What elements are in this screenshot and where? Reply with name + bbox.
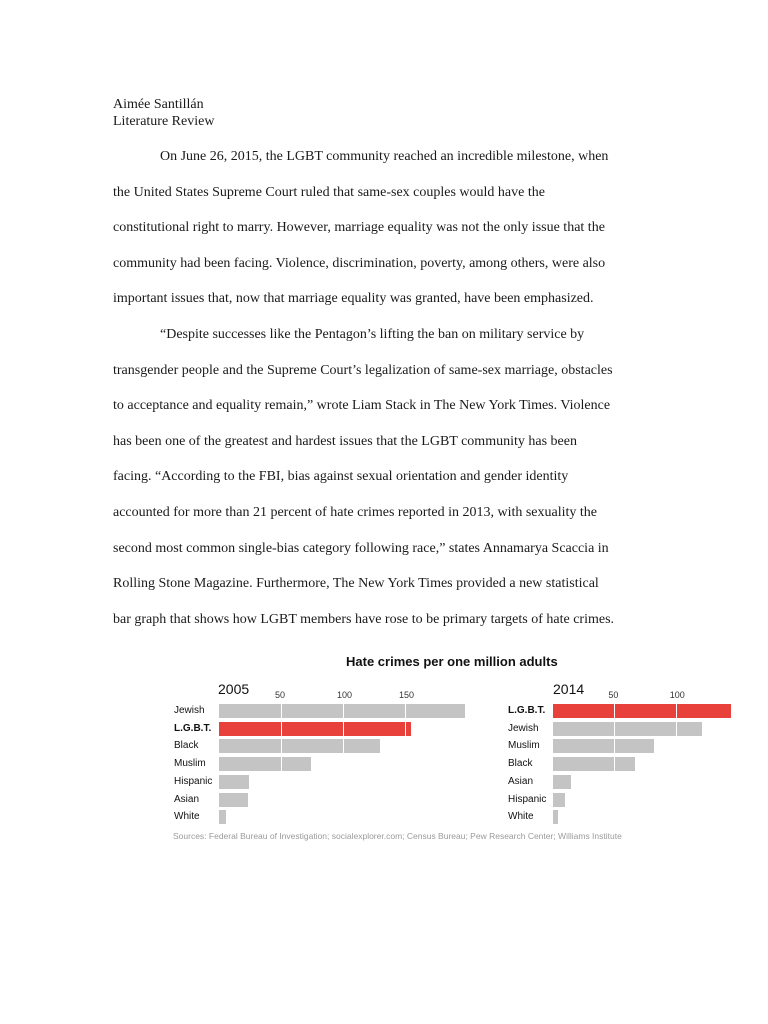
- bar-black: [219, 739, 380, 753]
- category-label: Black: [508, 758, 533, 770]
- category-label: Asian: [174, 793, 200, 805]
- category-label: Hispanic: [508, 793, 547, 805]
- document-type: Literature Review: [113, 114, 215, 129]
- category-label: Muslim: [508, 740, 540, 752]
- paragraph-line: accounted for more than 21 percent of hate crimes reported in 2013, with sexuality the: [113, 505, 597, 520]
- paragraph-line: the United States Supreme Court ruled that same-sex couples would have the: [113, 185, 545, 200]
- gridline: [343, 704, 344, 828]
- category-label: Asian: [508, 775, 534, 787]
- chart-title: Hate crimes per one million adults: [346, 654, 558, 669]
- gridline: [614, 704, 615, 828]
- gridline: [676, 704, 677, 828]
- hate-crimes-figure: [160, 648, 685, 848]
- tick-label: 100: [337, 690, 353, 700]
- category-label: Jewish: [508, 722, 539, 734]
- bar-lgbt: [219, 722, 411, 736]
- category-label: Muslim: [174, 758, 206, 770]
- bar-asian: [553, 775, 571, 789]
- paragraph-line: second most common single-bias category following race,” states Annamarya Scaccia in: [113, 541, 609, 556]
- bar-muslim: [553, 739, 654, 753]
- bar-hispanic: [553, 793, 565, 807]
- chart-year-label: 2014: [553, 681, 585, 697]
- chart-year-label: 2005: [218, 681, 250, 697]
- paragraph-line: has been one of the greatest and hardest issues that the LGBT community has been: [113, 434, 577, 449]
- bar-asian: [219, 793, 248, 807]
- paragraph-line: Rolling Stone Magazine. Furthermore, The New York Times provided a new statistical: [113, 576, 599, 591]
- paragraph-line: On June 26, 2015, the LGBT community reached an incredible milestone, when: [160, 149, 609, 164]
- bar-hispanic: [219, 775, 249, 789]
- bar-white: [219, 810, 226, 824]
- tick-label: 150: [399, 690, 415, 700]
- category-label: White: [174, 811, 200, 823]
- chart-source: Sources: Federal Bureau of Investigation; socialexplorer.com; Census Bureau; Pew Research Center; Williams Institute: [173, 831, 622, 841]
- paragraph-line: facing. “According to the FBI, bias against sexual orientation and gender identity: [113, 469, 569, 484]
- gridline: [405, 704, 406, 828]
- paragraph-line: important issues that, now that marriage equality was granted, have been emphasized.: [113, 291, 594, 306]
- bar-jewish: [553, 722, 702, 736]
- paragraph-line: to acceptance and equality remain,” wrote Liam Stack in The New York Times. Violence: [113, 398, 611, 413]
- category-label: L.G.B.T.: [508, 705, 546, 716]
- paragraph-line: community had been facing. Violence, discrimination, poverty, among others, were also: [113, 256, 606, 271]
- paragraph-line: “Despite successes like the Pentagon’s lifting the ban on military service by: [160, 327, 585, 342]
- tick-label: 100: [669, 690, 685, 700]
- category-label: Jewish: [174, 705, 205, 716]
- tick-label: 50: [608, 690, 619, 700]
- author-name: Aimée Santillán: [113, 97, 204, 112]
- category-label: Black: [174, 740, 199, 752]
- bar-black: [553, 757, 635, 771]
- tick-label: 50: [275, 690, 286, 700]
- bar-jewish: [219, 704, 465, 718]
- bar-muslim: [219, 757, 311, 771]
- paragraph-line: constitutional right to marry. However, marriage equality was not the only issue that the: [113, 220, 605, 235]
- paragraph-line: bar graph that shows how LGBT members have rose to be primary targets of hate crimes.: [113, 612, 615, 627]
- bar-white: [553, 810, 558, 824]
- category-label: White: [508, 811, 534, 823]
- category-label: L.G.B.T.: [174, 722, 212, 734]
- gridline: [281, 704, 282, 828]
- category-label: Hispanic: [174, 775, 213, 787]
- bar-lgbt: [553, 704, 731, 718]
- paragraph-line: transgender people and the Supreme Court’s legalization of same-sex marriage, obstacles: [113, 363, 613, 378]
